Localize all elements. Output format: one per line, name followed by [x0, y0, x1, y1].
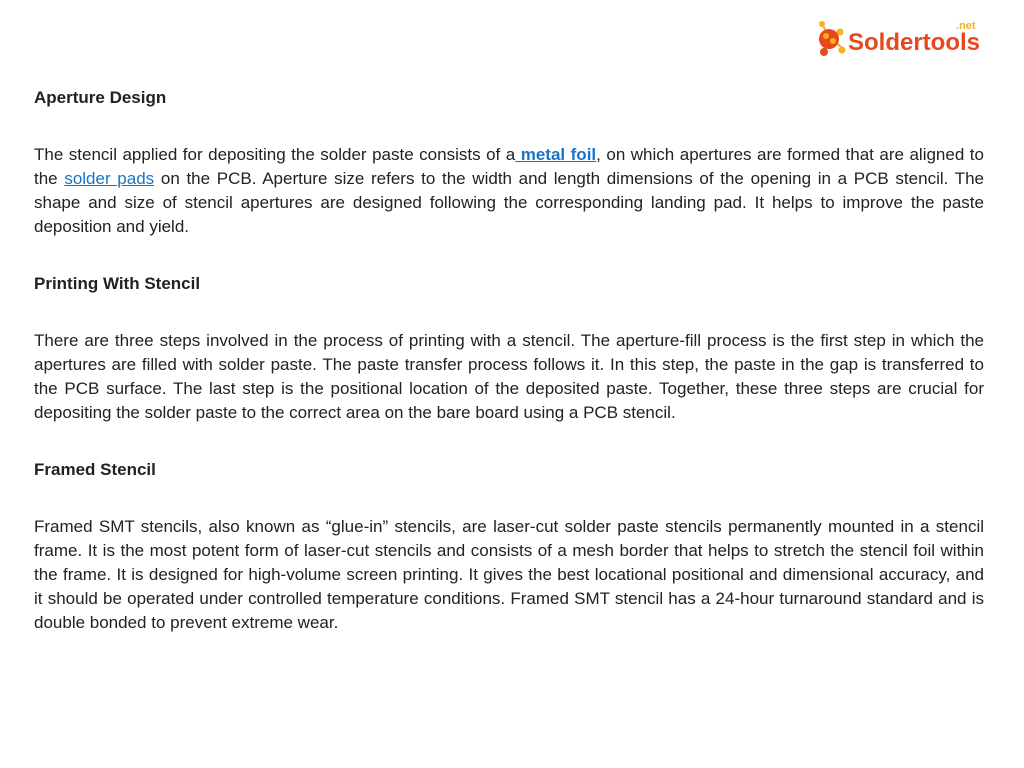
article-body [34, 86, 984, 635]
solder-molecule-icon [812, 14, 994, 66]
section-paragraph-framed-stencil: Framed SMT stencils, also known as “glue-in” stencils, are laser-cut solder paste stencils permanently mounted in a stencil frame. It is the most potent form of laser-cut stencils and consists of a mesh border that helps to stretch the stencil foil within the frame. It is designed for high-volume screen printing. It gives the best locational positional and dimensional accuracy, and it should be operated under controlled temperature conditions. Framed SMT stencil has a 24-hour turnaround standard and is double bonded to prevent extreme wear. [34, 517, 984, 632]
brand-name: Soldertools [848, 29, 981, 56]
solder-pads-link[interactable]: solder pads [64, 169, 155, 188]
section-paragraph-printing-with-stencil: There are three steps involved in the process of printing with a stencil. The aperture-fill process is the first step in which the apertures are filled with solder paste. The paste transfer process follows it. In this step, the paste in the gap is transferred to the PCB surface. The last step is the positional location of the deposited paste. Together, these three steps are crucial for depositing the solder paste to the correct area on the bare board using a PCB stencil. [34, 331, 984, 422]
metal-foil-link[interactable]: metal foil [515, 145, 597, 164]
soldertools-logo[interactable] [812, 14, 994, 66]
section-heading-printing-with-stencil: Printing With Stencil [34, 274, 201, 293]
section-paragraph-aperture-design: The stencil applied for depositing the solder paste consists of a metal foil, on which apertures are formed that are aligned to the solder pads on the PCB. Aperture size refers to the width and length dimensions of the opening in a PCB stencil. The shape and size of stencil apertures are designed following the corresponding landing pad. It helps to improve the paste deposition and yield. [34, 145, 985, 236]
brand-suffix: .net [956, 20, 976, 32]
section-heading-aperture-design: Aperture Design [34, 88, 167, 107]
section-heading-framed-stencil: Framed Stencil [34, 460, 156, 479]
